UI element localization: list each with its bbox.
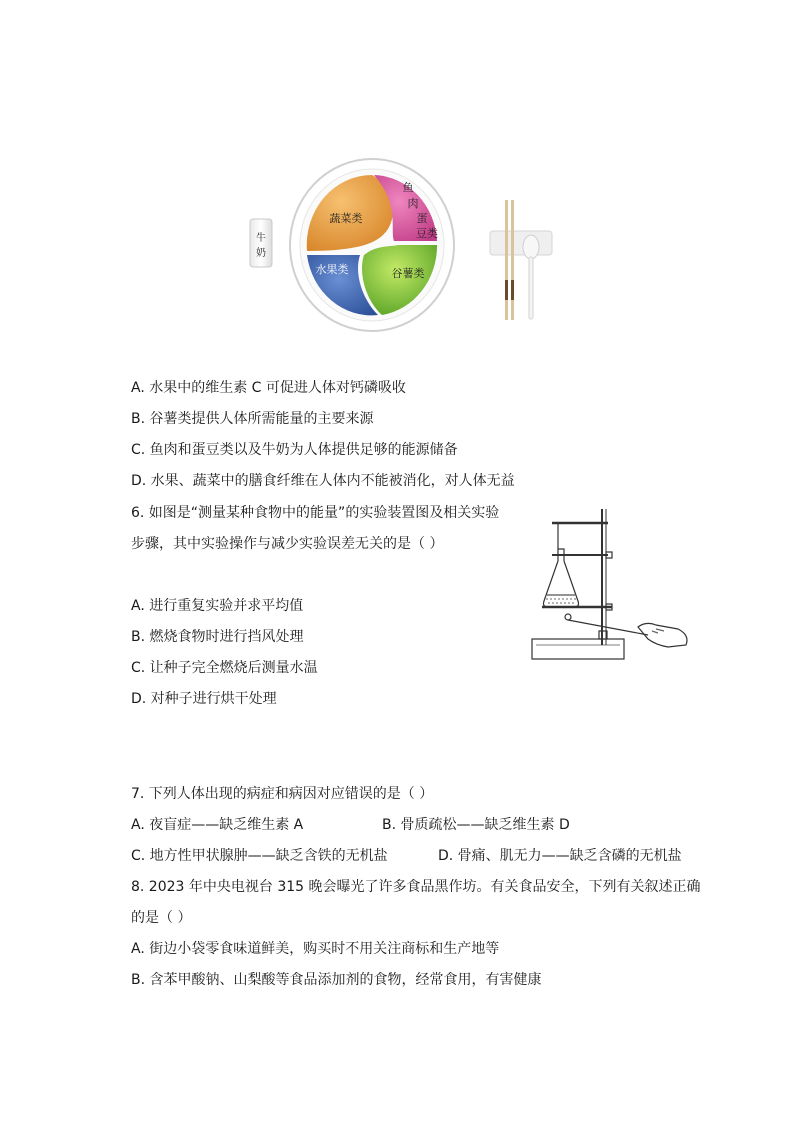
q6-option-b: B. 燃烧食物时进行挡风处理 xyxy=(131,629,304,645)
fish-label-2: 肉 xyxy=(407,197,419,210)
vegetables-label: 蔬菜类 xyxy=(329,212,363,225)
q7-stem: 7. 下列人体出现的病症和病因对应错误的是（ ） xyxy=(131,786,434,802)
q8-option-a: A. 街边小袋零食味道鲜美，购买时不用关注商标和生产地等 xyxy=(131,941,500,957)
q8-option-b: B. 含苯甲酸钠、山梨酸等食品添加剂的食物，经常食用，有害健康 xyxy=(131,972,542,988)
fish-label-3: 蛋 xyxy=(416,212,428,225)
q6-stem-line1: 6. 如图是“测量某种食物中的能量”的实验装置图及相关实验 xyxy=(131,505,500,521)
q8-stem-line1: 8. 2023 年中央电视台 315 晚会曝光了许多食品黑作坊。有关食品安全，下列有关叙述正确 xyxy=(131,879,701,895)
q7-option-a: A. 夜盲症——缺乏维生素 A xyxy=(131,817,304,833)
q5-option-d: D. 水果、蔬菜中的膳食纤维在人体内不能被消化，对人体无益 xyxy=(131,473,515,489)
q5-option-c: C. 鱼肉和蛋豆类以及牛奶为人体提供足够的能源储备 xyxy=(131,442,458,458)
milk-label-2: 奶 xyxy=(256,248,266,259)
plate xyxy=(290,159,454,331)
milk-label: 牛 xyxy=(256,233,266,244)
q6-option-a: A. 进行重复实验并求平均值 xyxy=(131,598,304,614)
q6-option-d: D. 对种子进行烘干处理 xyxy=(131,691,277,707)
q6-option-c: C. 让种子完全燃烧后测量水温 xyxy=(131,660,318,676)
q5-option-b: B. 谷薯类提供人体所需能量的主要来源 xyxy=(131,411,374,427)
fish-label-1: 鱼 xyxy=(402,181,414,194)
calorimeter-apparatus-figure xyxy=(528,505,692,663)
q7-option-b: B. 骨质疏松——缺乏维生素 D xyxy=(382,817,570,833)
fish-label-4: 豆类 xyxy=(416,227,438,240)
chopsticks-spoon-icon xyxy=(490,200,552,320)
milk-glass-icon xyxy=(250,219,272,267)
q6-stem-line2: 步骤，其中实验操作与减少实验误差无关的是（ ） xyxy=(131,536,444,552)
fruits-label: 水果类 xyxy=(315,263,349,276)
q7-option-c: C. 地方性甲状腺肿——缺乏含铁的无机盐 xyxy=(131,848,388,864)
q7-option-d: D. 骨痛、肌无力——缺乏含磷的无机盐 xyxy=(438,848,682,864)
q8-stem-line2: 的是（ ） xyxy=(131,910,192,926)
diet-plate-figure xyxy=(240,155,560,335)
q5-option-a: A. 水果中的维生素 C 可促进人体对钙磷吸收 xyxy=(131,380,406,396)
grains-label: 谷薯类 xyxy=(391,267,425,280)
